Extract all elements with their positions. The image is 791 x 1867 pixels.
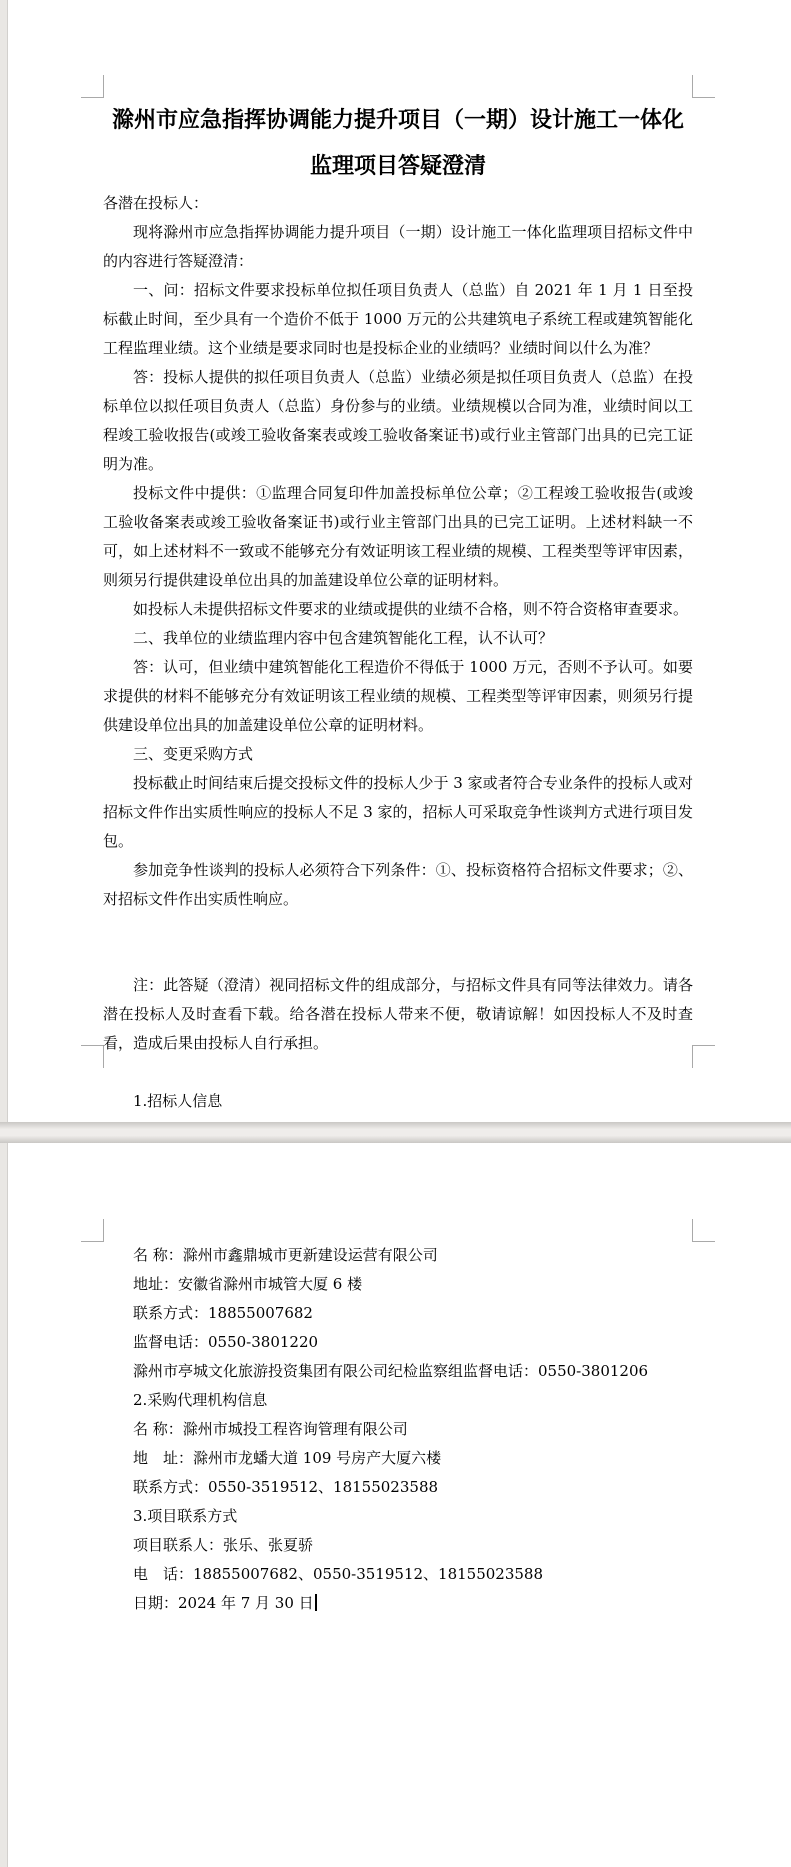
legal-note[interactable]: 注：此答疑（澄清）视同招标文件的组成部分，与招标文件具有同等法律效力。请各潜在投标人及时查看下载。给各潜在投标人带来不便，敬请谅解！如因投标人不及时查看，造成后果由投标人自行承担。 xyxy=(103,976,693,1052)
margin-crop-mark-top-right xyxy=(692,75,715,98)
canvas-left-strip xyxy=(0,0,8,1867)
document-title[interactable] xyxy=(103,97,693,189)
margin-crop-mark-top-right xyxy=(692,1219,715,1242)
project-contact-person[interactable]: 项目联系人：张乐、张夏骄 xyxy=(133,1536,314,1554)
date-line[interactable] xyxy=(103,1589,693,1618)
date-text[interactable]: 日期：2024 年 7 月 30 日 xyxy=(133,1594,314,1612)
document-title-line-1[interactable]: 滁州市应急指挥协调能力提升项目（一期）设计施工一体化 xyxy=(111,107,684,133)
bidder-name[interactable]: 名 称：滁州市鑫鼎城市更新建设运营有限公司 xyxy=(133,1246,438,1264)
section-3-paragraph-2[interactable]: 参加竞争性谈判的投标人必须符合下列条件：①、投标资格符合招标文件要求；②、对招标文件作出实质性响应。 xyxy=(103,861,693,908)
margin-crop-mark-bottom-left xyxy=(81,1045,104,1068)
agency-address[interactable]: 地 址：滁州市龙蟠大道 109 号房产大厦六楼 xyxy=(133,1449,442,1467)
page-2-text-area[interactable] xyxy=(103,1241,693,1618)
clarification-intro[interactable]: 现将滁州市应急指挥协调能力提升项目（一期）设计施工一体化监理项目招标文件中的内容进行答疑澄清： xyxy=(103,223,693,270)
supervision-phone[interactable]: 监督电话：0550-3801220 xyxy=(133,1333,319,1351)
q1-question[interactable]: 一、问：招标文件要求投标单位拟任项目负责人（总监）自 2021 年 1 月 1 日至投标截止时间，至少具有一个造价不低于 1000 万元的公共建筑电子系统工程或建筑智能化工程监理业绩。这个业绩是要求同时也是投标企业的业绩吗？业绩时间以什么为准？ xyxy=(103,281,693,357)
page-1-text-area[interactable] xyxy=(103,97,693,1116)
page-gap xyxy=(0,1122,791,1143)
project-phone[interactable]: 电 话：18855007682、0550-3519512、18155023588 xyxy=(133,1565,544,1583)
section-3-paragraph-1[interactable]: 投标截止时间结束后提交投标文件的投标人少于 3 家或者符合专业条件的投标人或对招标文件作出实质性响应的投标人不足 3 家的，招标人可采取竞争性谈判方式进行项目发包。 xyxy=(103,774,693,850)
salutation[interactable]: 各潜在投标人： xyxy=(103,194,209,212)
text-cursor xyxy=(315,1594,317,1611)
margin-crop-mark-top-left xyxy=(81,75,104,98)
blank-lines xyxy=(103,914,693,971)
agency-name[interactable]: 名 称：滁州市城投工程咨询管理有限公司 xyxy=(133,1420,408,1438)
margin-crop-mark-bottom-right xyxy=(692,1045,715,1068)
q2-answer[interactable]: 答：认可，但业绩中建筑智能化工程造价不得低于 1000 万元，否则不予认可。如要求提供的材料不能够充分有效证明该工程业绩的规模、工程类型等评审因素，则须另行提供建设单位出具的加盖建设单位公章的证明材料。 xyxy=(103,658,693,734)
blank-line xyxy=(103,1058,693,1087)
q1-answer-materials[interactable]: 投标文件中提供：①监理合同复印件加盖投标单位公章；②工程竣工验收报告(或竣工验收备案表或竣工验收备案证书)或行业主管部门出具的已完工证明。上述材料缺一不可，如上述材料不一致或不能够充分有效证明该工程业绩的规模、工程类型等评审因素，则须另行提供建设单位出具的加盖建设单位公章的证明材料。 xyxy=(103,484,693,589)
agency-info-heading[interactable]: 2.采购代理机构信息 xyxy=(133,1391,268,1409)
group-supervision-phone[interactable]: 滁州市亭城文化旅游投资集团有限公司纪检监察组监督电话：0550-3801206 xyxy=(133,1362,649,1380)
bidder-info-heading[interactable]: 1.招标人信息 xyxy=(133,1092,223,1110)
q2-question[interactable]: 二、我单位的业绩监理内容中包含建筑智能化工程，认不认可？ xyxy=(133,629,554,647)
document-title-line-2[interactable]: 监理项目答疑澄清 xyxy=(309,153,486,179)
section-3-heading[interactable]: 三、变更采购方式 xyxy=(133,745,254,763)
page-1[interactable] xyxy=(8,0,791,1122)
q1-answer-qualification-note[interactable]: 如投标人未提供招标文件要求的业绩或提供的业绩不合格，则不符合资格审查要求。 xyxy=(133,600,689,618)
project-contact-heading[interactable]: 3.项目联系方式 xyxy=(133,1507,238,1525)
agency-contact-phone[interactable]: 联系方式：0550-3519512、18155023588 xyxy=(133,1478,439,1496)
bidder-contact-phone[interactable]: 联系方式：18855007682 xyxy=(133,1304,313,1322)
page-2[interactable] xyxy=(8,1143,791,1867)
bidder-address[interactable]: 地址：安徽省滁州市城管大厦 6 楼 xyxy=(133,1275,363,1293)
q1-answer[interactable]: 答：投标人提供的拟任项目负责人（总监）业绩必须是拟任项目负责人（总监）在投标单位以拟任项目负责人（总监）身份参与的业绩。业绩规模以合同为准，业绩时间以工程竣工验收报告(或竣工验收备案表或竣工验收备案证书)或行业主管部门出具的已完工证明为准。 xyxy=(103,368,693,473)
margin-crop-mark-top-left xyxy=(81,1219,104,1242)
